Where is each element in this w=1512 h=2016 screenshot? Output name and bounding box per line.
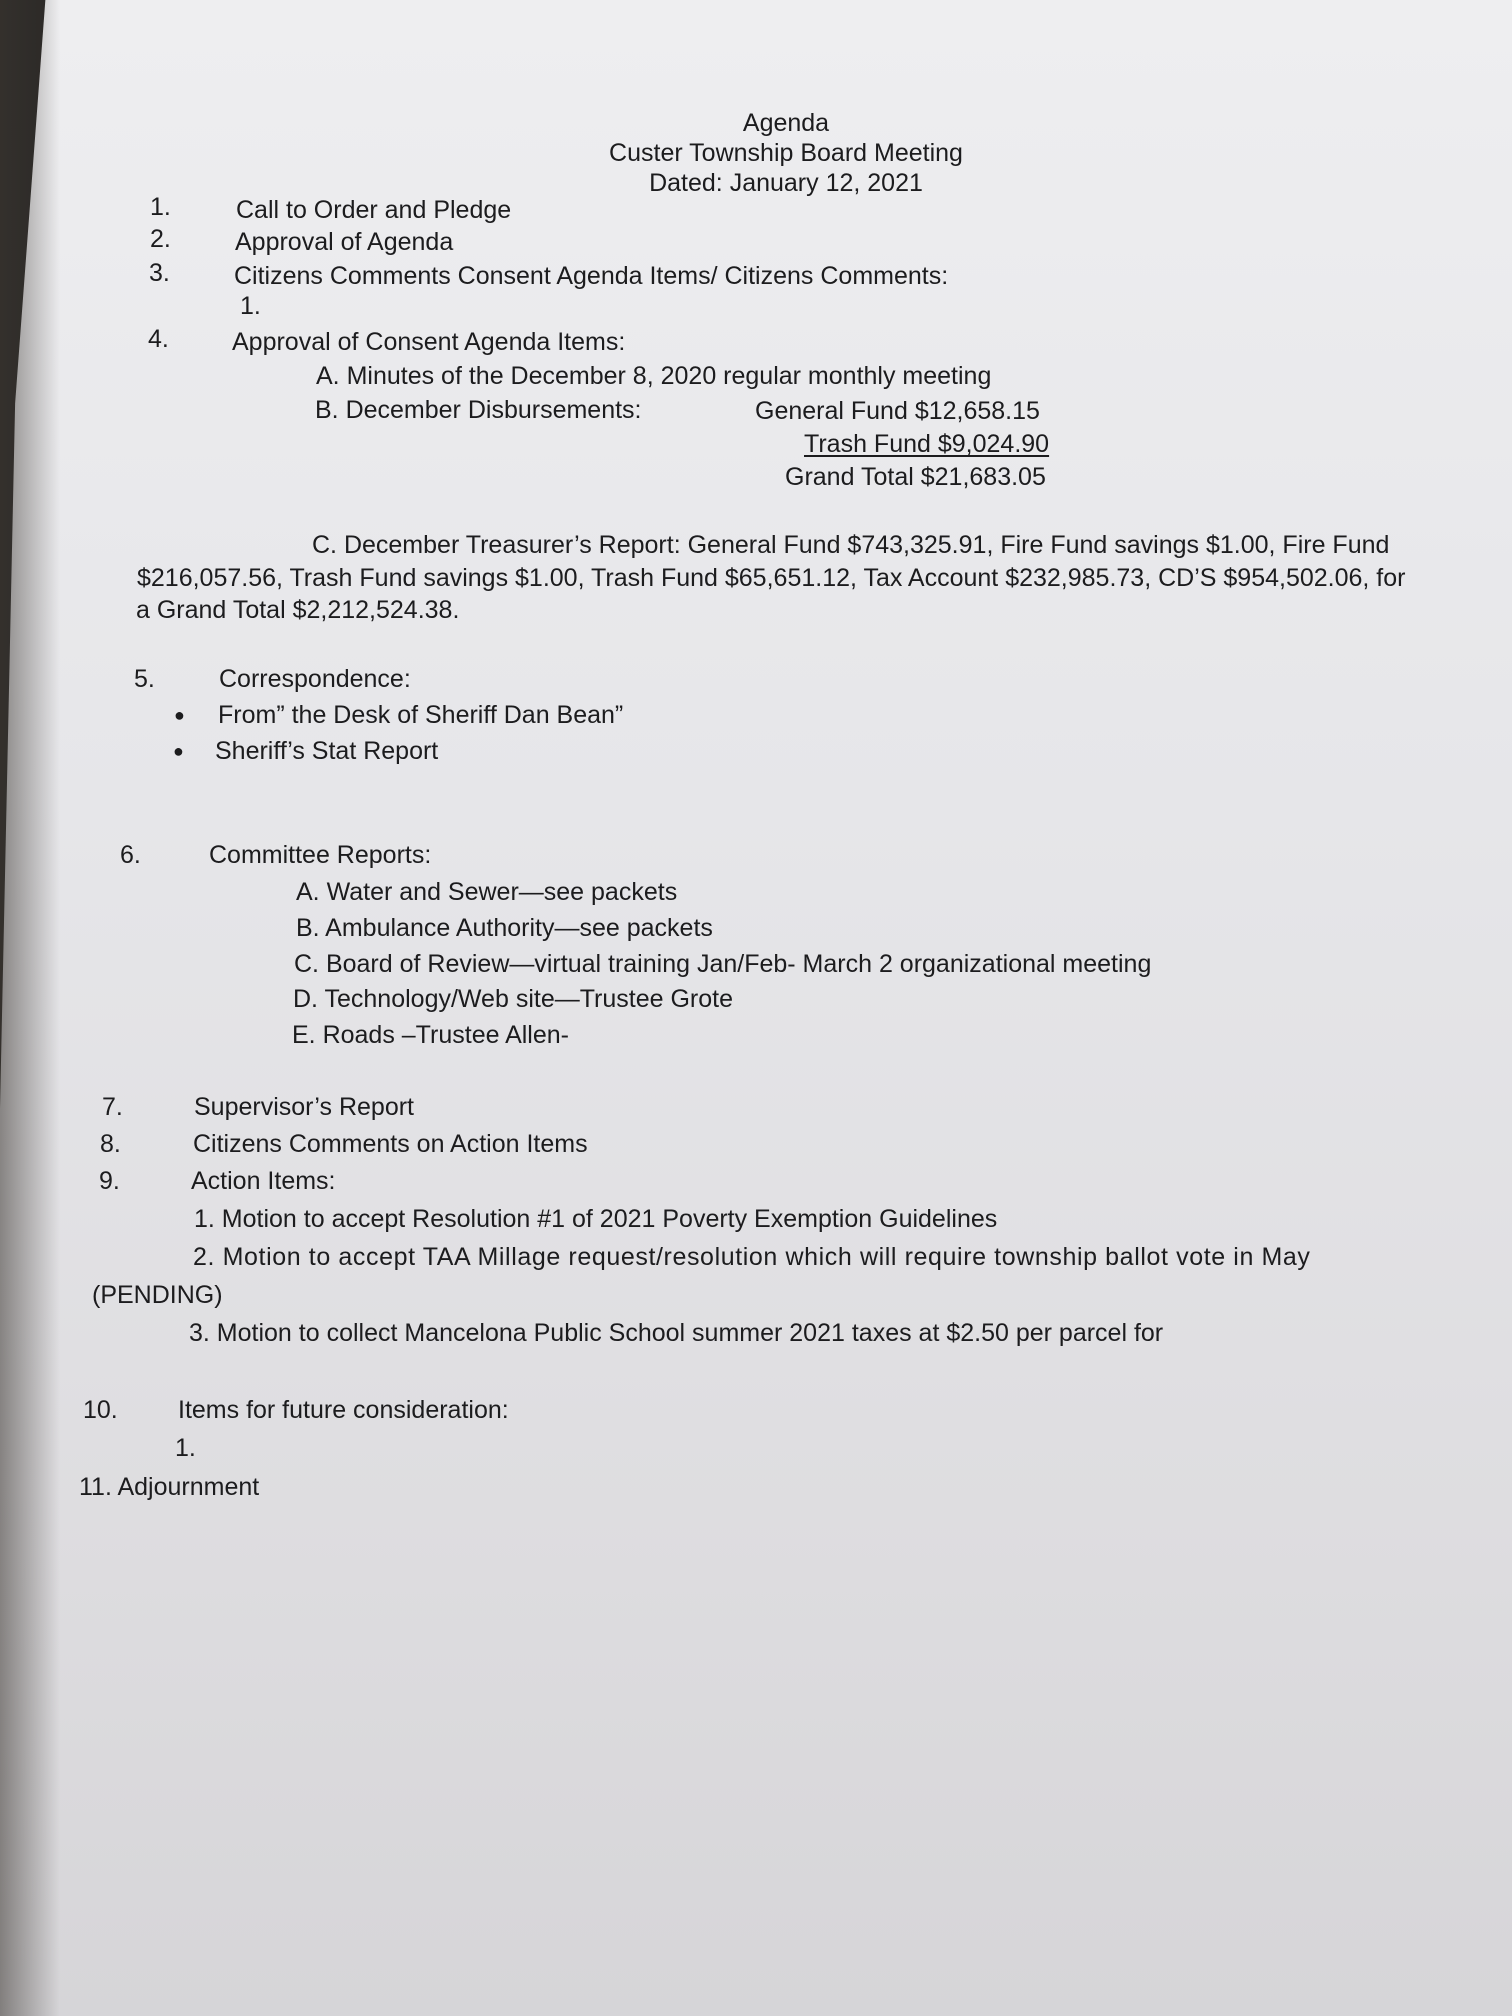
- page-title: Agenda: [742, 109, 830, 137]
- grand-total: Grand Total $21,683.05: [785, 463, 1046, 491]
- action-item-2-status: (PENDING): [92, 1281, 223, 1309]
- committee-board-of-review: C. Board of Review—virtual training Jan/Feb- March 2 organizational meeting: [294, 950, 1152, 978]
- item-correspondence: Correspondence:: [219, 665, 411, 693]
- treasurer-report-line-2: $216,057.56, Trash Fund savings $1.00, Trash Fund $65,651.12, Tax Account $232,985.73, CD’S $954,502.06, for: [137, 564, 1406, 592]
- committee-ambulance: B. Ambulance Authority—see packets: [296, 914, 713, 942]
- item-number-9: 9.: [99, 1167, 120, 1195]
- item-10-sub-1: 1.: [175, 1434, 196, 1462]
- item-approval-agenda: Approval of Agenda: [235, 228, 454, 256]
- consent-item-a-minutes: A. Minutes of the December 8, 2020 regular monthly meeting: [316, 362, 992, 390]
- consent-item-b-disbursements: B. December Disbursements:: [315, 396, 642, 424]
- item-consent-agenda: Approval of Consent Agenda Items:: [232, 328, 626, 356]
- item-future-consideration: Items for future consideration:: [178, 1396, 509, 1424]
- general-fund-total: General Fund $12,658.15: [755, 397, 1040, 425]
- meeting-date: Dated: January 12, 2021: [649, 169, 923, 197]
- item-number-8: 8.: [100, 1130, 121, 1158]
- meeting-name: Custer Township Board Meeting: [609, 139, 963, 167]
- treasurer-report-line-3: a Grand Total $2,212,524.38.: [136, 596, 460, 624]
- item-number-3: 3.: [149, 259, 170, 287]
- item-action-items: Action Items:: [191, 1167, 336, 1195]
- item-citizens-comments: Citizens Comments Consent Agenda Items/ Citizens Comments:: [234, 262, 949, 290]
- item-committee-reports: Committee Reports:: [209, 841, 432, 869]
- action-item-3: 3. Motion to collect Mancelona Public School summer 2021 taxes at $2.50 per parcel for: [189, 1319, 1164, 1347]
- bullet-icon: ●: [174, 705, 185, 725]
- item-citizens-action-comments: Citizens Comments on Action Items: [193, 1130, 588, 1158]
- treasurer-report-line-1: C. December Treasurer’s Report: General Fund $743,325.91, Fire Fund savings $1.00, Fire Fund: [312, 531, 1390, 559]
- action-item-1: 1. Motion to accept Resolution #1 of 2021 Poverty Exemption Guidelines: [194, 1205, 998, 1233]
- item-number-5: 5.: [134, 665, 155, 693]
- item-adjournment: 11. Adjournment: [79, 1473, 260, 1501]
- committee-technology: D. Technology/Web site—Trustee Grote: [293, 985, 734, 1013]
- item-number-6: 6.: [120, 841, 141, 869]
- correspondence-sheriff-desk: From” the Desk of Sheriff Dan Bean”: [218, 701, 624, 729]
- bullet-icon: ●: [173, 741, 184, 761]
- correspondence-stat-report: Sheriff’s Stat Report: [215, 737, 439, 765]
- item-number-7: 7.: [102, 1093, 123, 1121]
- committee-water-sewer: A. Water and Sewer—see packets: [296, 878, 678, 906]
- item-number-1: 1.: [150, 193, 171, 221]
- item-number-10: 10.: [83, 1396, 118, 1424]
- item-number-4: 4.: [148, 325, 169, 353]
- item-number-2: 2.: [150, 225, 171, 253]
- item-3-sub-1: 1.: [240, 292, 261, 320]
- trash-fund-total: Trash Fund $9,024.90: [804, 430, 1050, 458]
- page-shadow: [0, 0, 60, 2016]
- item-call-to-order: Call to Order and Pledge: [236, 196, 512, 224]
- committee-roads: E. Roads –Trustee Allen-: [292, 1021, 569, 1049]
- action-item-2: 2. Motion to accept TAA Millage request/resolution which will require township ballot vote in May: [193, 1243, 1311, 1271]
- item-supervisor-report: Supervisor’s Report: [194, 1093, 415, 1121]
